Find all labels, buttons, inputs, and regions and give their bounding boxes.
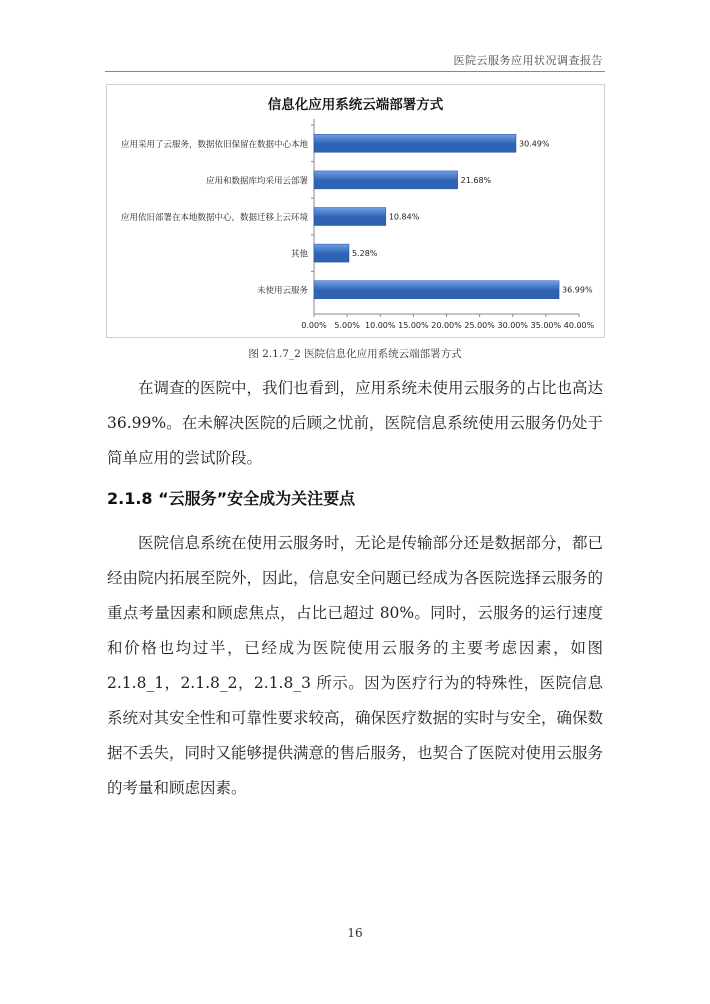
chart-canvas [107,85,604,337]
data-label: 21.68% [460,175,492,185]
category-label: 应用和数据库均采用云部署 [205,176,308,187]
category-label: 应用采用了云服务，数据依旧保留在数据中心本地 [120,139,308,150]
category-label: 未使用云服务 [256,286,308,297]
data-label: 36.99% [562,285,593,295]
x-tick-label: 35.00% [530,321,562,330]
x-tick-label: 15.00% [398,321,429,330]
running-header: 医院云服务应用状况调查报告 [453,54,603,67]
bar-chart [106,84,605,338]
x-tick-label: 0.00% [301,321,327,330]
x-tick-label: 25.00% [464,321,495,330]
x-tick-label: 5.00% [334,321,360,330]
chart-title: 信息化应用系统云端部署方式 [267,97,444,113]
bar [314,281,559,299]
bar [314,244,349,262]
data-label: 10.84% [388,212,420,222]
x-tick-label: 30.00% [497,321,529,330]
data-label: 30.49% [518,139,550,149]
figure-caption: 图 2.1.7_2 医院信息化应用系统云端部署方式 [248,348,462,360]
category-label: 其他 [290,249,308,260]
bar [314,208,386,226]
paragraph-1: 在调查的医院中，我们也看到，应用系统未使用云服务的占比也高达 36.99%。在未解决医院的后顾之忧前，医院信息系统使用云服务仍处于简单应用的尝试阶段。 [107,379,604,467]
paragraph-2: 医院信息系统在使用云服务时，无论是传输部分还是数据部分，都已经由院内拓展至院外，因此，信息安全问题已经成为各医院选择云服务的重点考量因素和顾虑焦点，占比已超过 80%。同时，云服务的运行速度和价格也均过半，已经成为医院使用云服务的主要考虑因素，如图 2.1.8_1，2.1.8_2，2.1.8_3 所示。因为医疗行为的特殊性，医院信息系统对其安全性和可靠性要求较高，确保医疗数据的实时与安全，确保数据不丢失，同时又能够提供满意的售后服务，也契合了医院对使用云服务的考量和顾虑因素。 [107,534,604,797]
section-heading: 2.1.8 “云服务”安全成为关注要点 [107,489,356,508]
bar [314,134,516,152]
page-number: 16 [347,926,363,940]
x-tick-label: 20.00% [431,321,462,330]
category-label: 应用依旧部署在本地数据中心，数据迁移上云环境 [120,213,308,223]
x-tick-label: 40.00% [563,321,595,330]
bar [314,171,458,189]
header-rule [105,71,605,72]
data-label: 5.28% [351,249,378,259]
x-tick-label: 10.00% [364,321,396,330]
